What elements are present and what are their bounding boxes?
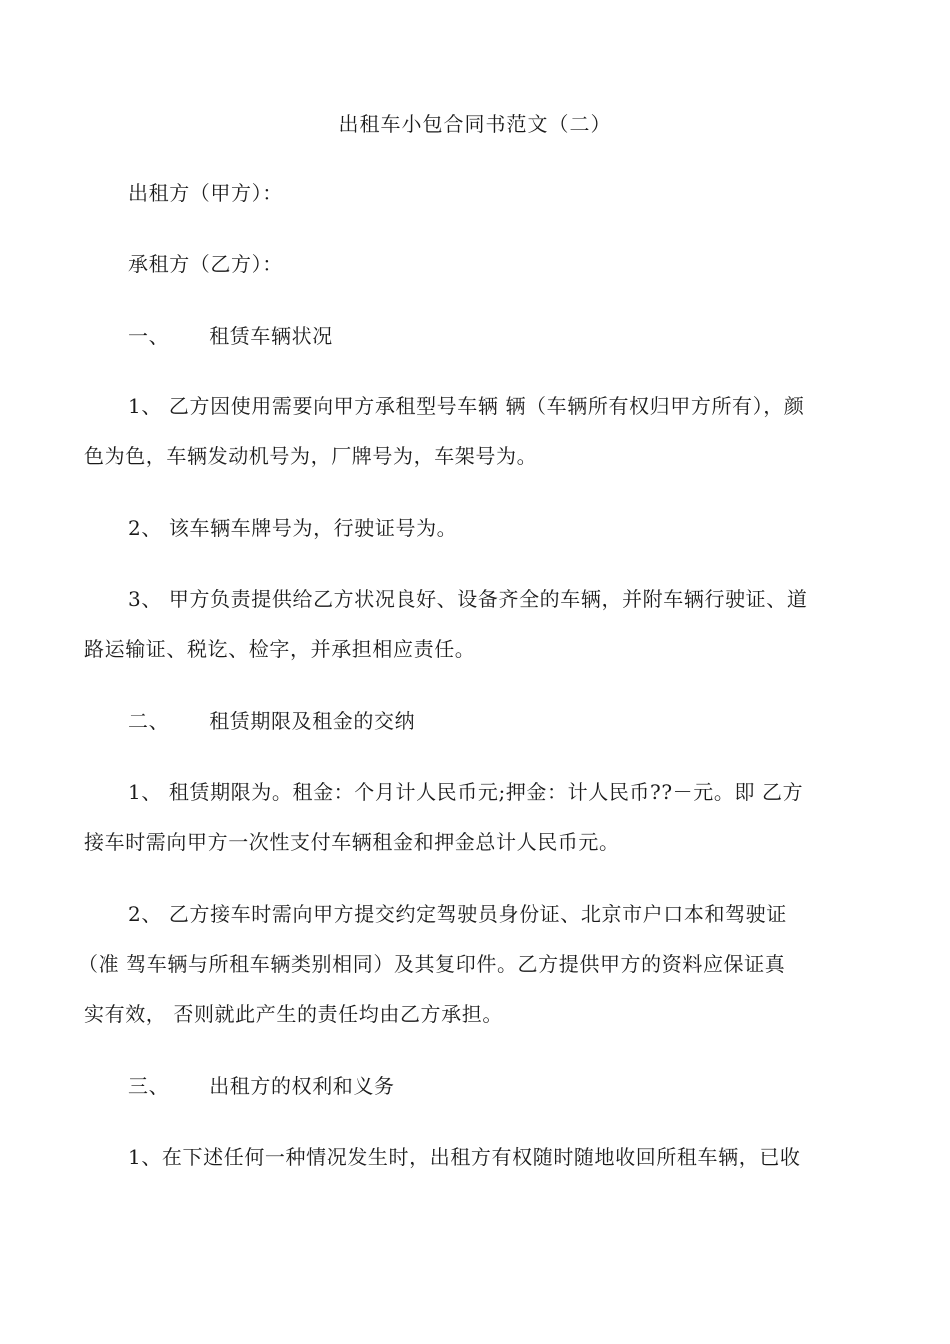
section-2-p1-line2: 接车时需向甲方一次性支付车辆租金和押金总计人民币元。	[84, 830, 620, 854]
lessee-line: 承租方（乙方）：	[128, 252, 283, 276]
section-1-p1-line1: 1、 乙方因使用需要向甲方承租型号车辆 辆（车辆所有权归甲方所有），颜	[128, 394, 805, 418]
section-1-p3-line1: 3、 甲方负责提供给乙方状况良好、设备齐全的车辆，并附车辆行驶证、道	[128, 587, 808, 611]
lessor-line: 出租方（甲方）：	[128, 181, 283, 205]
section-1-number: 一、	[128, 324, 170, 348]
section-2-heading	[128, 705, 415, 734]
section-1-p1-line2: 色为色，车辆发动机号为，厂牌号为，车架号为。	[84, 444, 538, 468]
section-2-p2-line1: 2、 乙方接车时需向甲方提交约定驾驶员身份证、北京市户口本和驾驶证	[128, 902, 787, 926]
section-3-heading	[128, 1070, 395, 1099]
section-2-p1-line1: 1、 租赁期限为。租金：个月计人民币元;押金：计人民币??－元。即 乙方	[128, 780, 804, 804]
section-3-number: 三、	[128, 1074, 170, 1098]
section-2-number: 二、	[128, 709, 170, 733]
section-1-title: 租赁车辆状况	[209, 324, 333, 348]
section-1-heading	[128, 320, 333, 349]
section-2-p2-line2: （准 驾车辆与所租车辆类别相同）及其复印件。乙方提供甲方的资料应保证真	[78, 952, 786, 976]
section-2-title: 租赁期限及租金的交纳	[209, 709, 416, 733]
section-1-p2-line1: 2、 该车辆车牌号为，行驶证号为。	[128, 516, 458, 540]
document-title: 出租车小包合同书范文（二）	[338, 112, 612, 136]
section-3-title: 出租方的权利和义务	[209, 1074, 395, 1098]
section-1-p3-line2: 路运输证、税讫、检字，并承担相应责任。	[84, 637, 476, 661]
section-3-p1-line1: 1、在下述任何一种情况发生时，出租方有权随时随地收回所租车辆，已收	[128, 1145, 801, 1169]
section-2-p2-line3: 实有效， 否则就此产生的责任均由乙方承担。	[84, 1002, 503, 1026]
